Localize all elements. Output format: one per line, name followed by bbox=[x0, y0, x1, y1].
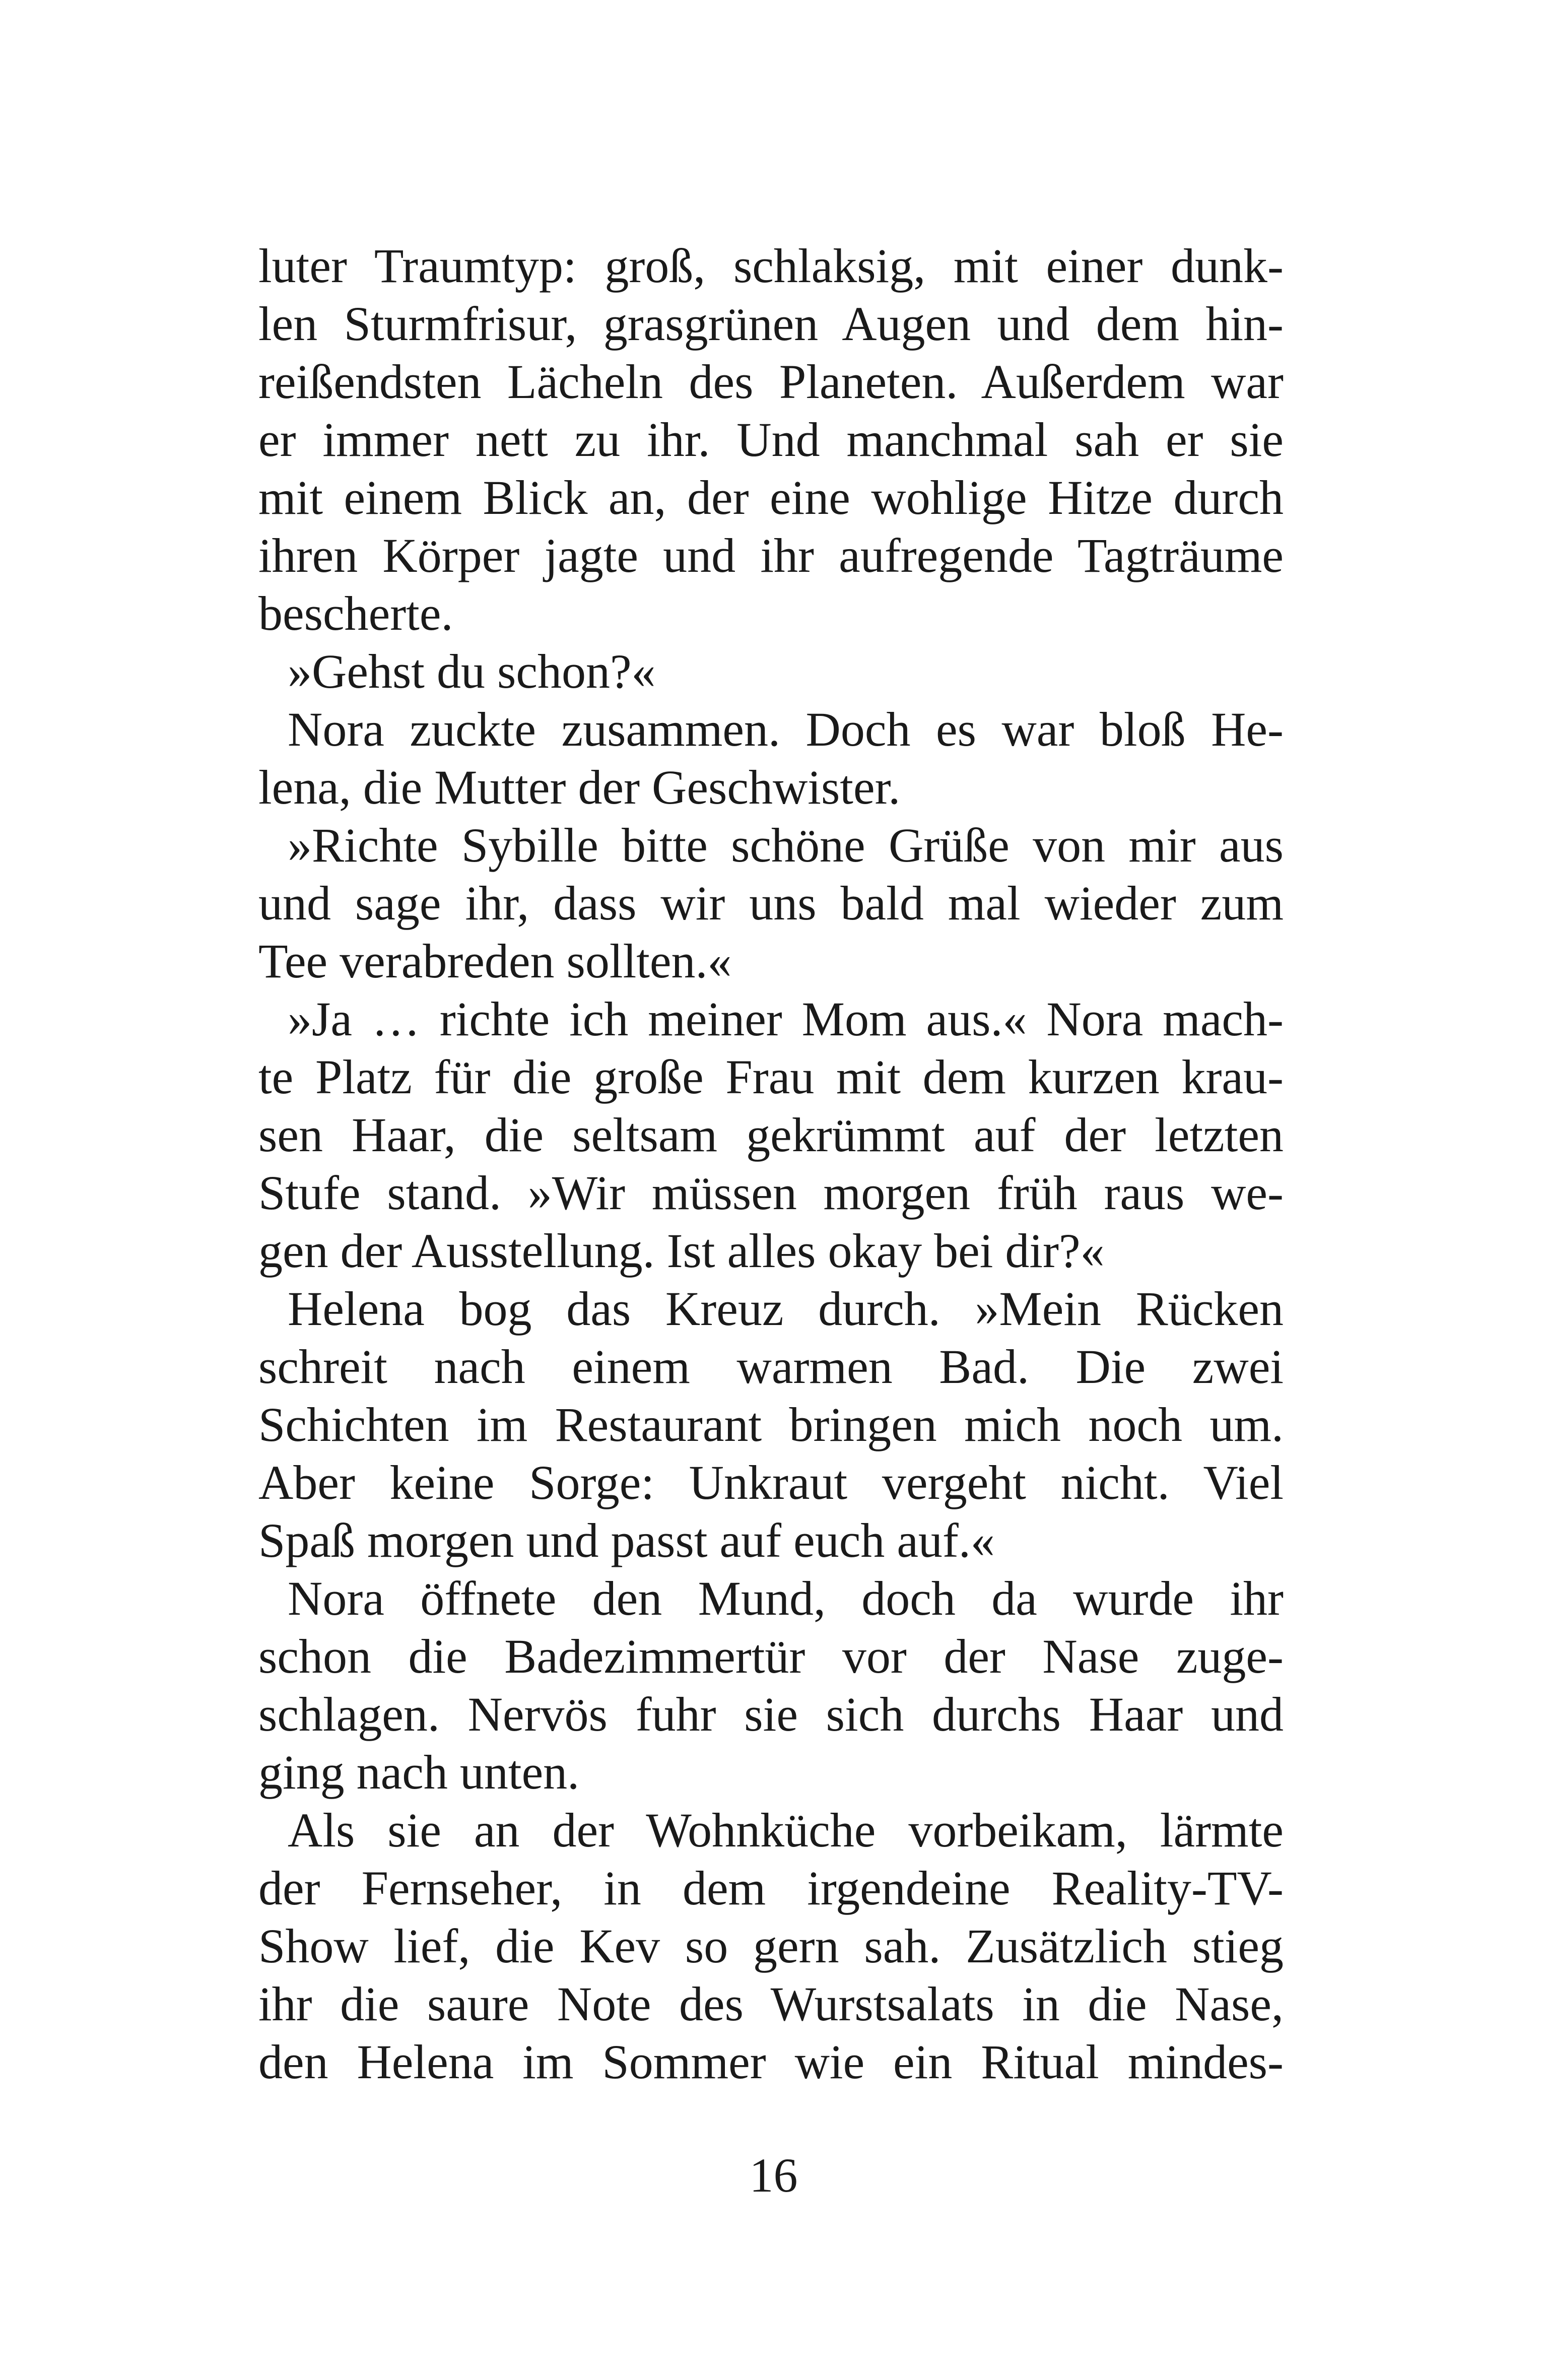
text-line: reißendsten Lächeln des Planeten. Außerdem war bbox=[258, 355, 1284, 409]
page-number: 16 bbox=[749, 2148, 798, 2202]
text-line: der Fernseher, in dem irgendeine Reality-TV- bbox=[258, 1861, 1284, 1915]
text-line: »Gehst du schon?« bbox=[288, 644, 656, 698]
text-line: den Helena im Sommer wie ein Ritual mindes- bbox=[258, 2035, 1284, 2089]
text-line: bescherte. bbox=[258, 586, 453, 640]
text-line: »Ja … richte ich meiner Mom aus.« Nora mach- bbox=[288, 992, 1284, 1046]
text-line: Schichten im Restaurant bringen mich noch um. bbox=[258, 1398, 1284, 1451]
text-line: Nora zuckte zusammen. Doch es war bloß He- bbox=[288, 702, 1284, 756]
text-line: Show lief, die Kev so gern sah. Zusätzlich stieg bbox=[258, 1919, 1284, 1973]
text-line: ging nach unten. bbox=[258, 1745, 580, 1799]
text-line: sen Haar, die seltsam gekrümmt auf der letzten bbox=[258, 1108, 1284, 1162]
text-line: Helena bog das Kreuz durch. »Mein Rücken bbox=[288, 1282, 1284, 1336]
text-line: schreit nach einem warmen Bad. Die zwei bbox=[258, 1340, 1284, 1394]
text-line: Tee verabreden sollten.« bbox=[258, 934, 732, 988]
text-line: schlagen. Nervös fuhr sie sich durchs Haar und bbox=[258, 1687, 1284, 1741]
text-line: »Richte Sybille bitte schöne Grüße von mir aus bbox=[288, 818, 1284, 872]
text-line: schon die Badezimmertür vor der Nase zuge- bbox=[258, 1629, 1284, 1683]
text-line: lena, die Mutter der Geschwister. bbox=[258, 760, 901, 814]
text-line: luter Traumtyp: groß, schlaksig, mit einer dunk- bbox=[258, 239, 1284, 293]
body-text bbox=[258, 237, 1284, 2091]
text-line: len Sturmfrisur, grasgrünen Augen und dem hin- bbox=[258, 297, 1284, 351]
text-line: er immer nett zu ihr. Und manchmal sah er sie bbox=[258, 413, 1284, 467]
text-line: Nora öffnete den Mund, doch da wurde ihr bbox=[288, 1571, 1284, 1625]
text-line: te Platz für die große Frau mit dem kurzen krau- bbox=[258, 1050, 1284, 1104]
text-line: gen der Ausstellung. Ist alles okay bei dir?« bbox=[258, 1224, 1105, 1278]
text-line: Aber keine Sorge: Unkraut vergeht nicht. Viel bbox=[258, 1456, 1284, 1509]
text-line: ihr die saure Note des Wurstsalats in die Nase, bbox=[258, 1977, 1284, 2031]
text-line: Spaß morgen und passt auf euch auf.« bbox=[258, 1513, 995, 1567]
text-line: Als sie an der Wohnküche vorbeikam, lärmte bbox=[288, 1803, 1284, 1857]
text-line: Stufe stand. »Wir müssen morgen früh raus we- bbox=[258, 1166, 1284, 1220]
text-line: mit einem Blick an, der eine wohlige Hitze durch bbox=[258, 471, 1284, 524]
text-line: ihren Körper jagte und ihr aufregende Tagträume bbox=[258, 528, 1284, 582]
text-line: und sage ihr, dass wir uns bald mal wieder zum bbox=[258, 876, 1284, 930]
